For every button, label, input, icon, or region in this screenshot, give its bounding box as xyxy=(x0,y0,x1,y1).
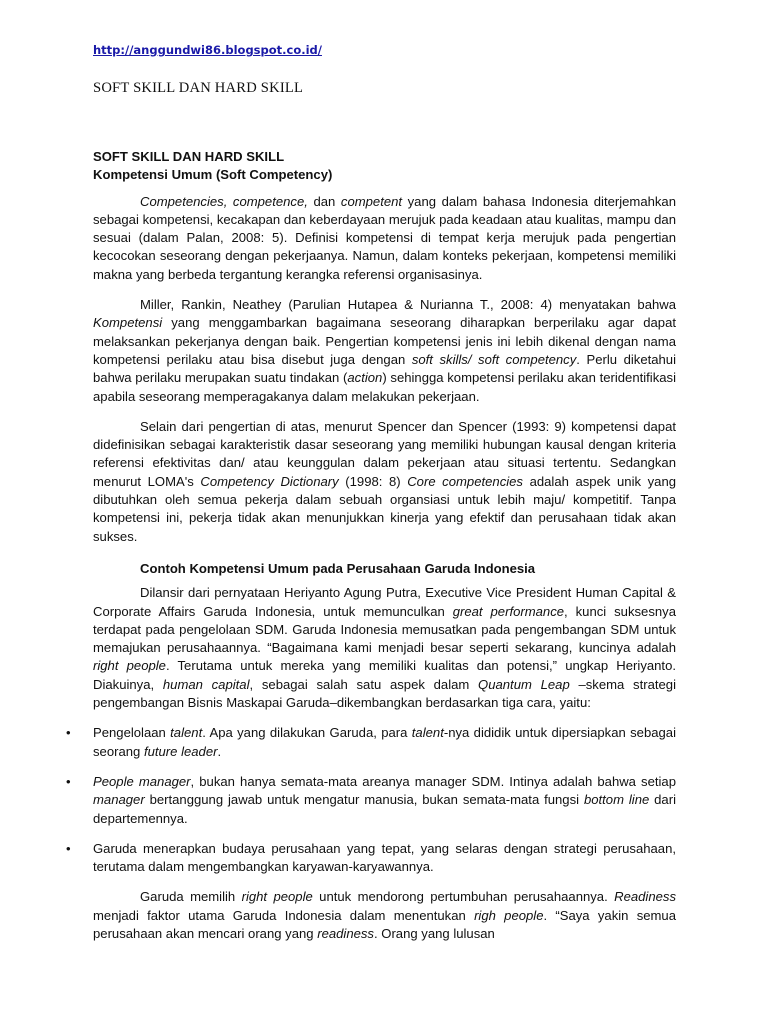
italic-text-run: Core competencies xyxy=(407,473,523,489)
text-run: Garuda menerapkan budaya perusahaan yang tepat, yang selaras dengan strategi perusahaan, terutama dalam mengembangkan karyawan-karyawannya. xyxy=(93,840,676,875)
italic-text-run: talent xyxy=(170,725,203,741)
bullet-item xyxy=(66,773,676,828)
italic-text-run: Readiness xyxy=(614,889,676,905)
text-run: . xyxy=(217,743,222,759)
italic-text-run: right people xyxy=(93,658,166,674)
italic-text-run: future leader xyxy=(143,743,218,759)
italic-text-run: Competencies, competence, xyxy=(140,193,308,209)
paragraph-5 xyxy=(93,888,676,943)
italic-text-run: manager xyxy=(93,792,145,808)
text-run: yang menggambarkan bagaimana seseorang diharapkan berperilaku agar dapat melaksankan pekerjanya dengan baik. Pengertian kompetensi jenis ini lebih dikenal dengan nama kompetensi perilaku atau bisa disebut juga dengan xyxy=(93,315,676,367)
text-run: , kunci suksesnya terdapat pada pengelolaan SDM. Garuda Indonesia memusatkan pada pengembangan SDM untuk memajukan perusahaannya. “Bagaimana kami menjadi besar seperti sekarang, kuncinya adalah xyxy=(93,603,676,656)
bullet-text xyxy=(93,841,676,874)
text-run: . “Saya yakin semua perusahaan akan mencari orang yang xyxy=(93,907,676,941)
text-run: adalah aspek unik yang dibutuhkan oleh semua pekerja dalam sebuah organsiasi untuk lebih maju/ kompetitif. Tanpa kompetensi ini, pekerja tidak akan menunjukkan kinerja yang efektif dan perusahaan tidak akan sukses. xyxy=(93,473,677,544)
italic-text-run: Competency Dictionary xyxy=(200,473,339,489)
text-run: -nya dididik untuk dipersiapkan sebagai seorang xyxy=(93,725,676,759)
text-run: ) sehingga kompetensi perilaku akan teridentifikasi apabila seseorang memperagakanya dalam melakukan pekerjaan. xyxy=(93,370,676,404)
bullet-icon: • xyxy=(66,725,71,741)
text-run: , bukan hanya semata-mata areanya manager SDM. Intinya adalah bahwa setiap xyxy=(190,773,676,789)
text-run: . Apa yang dilakukan Garuda, para xyxy=(202,725,412,741)
bullet-icon: • xyxy=(66,773,71,789)
paragraph-2 xyxy=(93,296,676,406)
bullet-text xyxy=(93,774,676,826)
text-run: yang dalam bahasa Indonesia diterjemahkan sebagai kompetensi, kecakapan dan keberdayaan merujuk pada keadaan atau kualitas, mampu dan sesuai (dalam Palan, 2008: 5). Definisi kompetensi di tempat kerja merujuk pada pengertian kecocokan seseorang dengan pekerjaanya. Namun, dalam konteks pekerjaan, kompetensi memiliki makna yang berbeda tergantung kerangka referensi organisasinya. xyxy=(93,193,676,282)
text-run: bertanggung jawab untuk mengatur manusia, bukan semata-mata fungsi xyxy=(144,792,584,808)
text-run: . Terutama untuk mereka yang memiliki kualitas dan potensi,” ungkap Heriyanto. Diakuinya, xyxy=(93,658,676,692)
bullet-icon: • xyxy=(66,840,71,856)
text-run: untuk mendorong pertumbuhan perusahaannya. xyxy=(312,889,615,905)
paragraph-3 xyxy=(93,418,676,546)
italic-text-run: People manager xyxy=(93,773,191,789)
italic-text-run: talent xyxy=(411,725,444,741)
italic-text-run: great performance xyxy=(452,603,565,619)
text-run: Garuda memilih xyxy=(140,889,242,905)
blog-url-link[interactable]: http://anggundwi86.blogspot.co.id/ xyxy=(93,43,322,57)
text-run: , sebagai salah satu aspek dalam xyxy=(249,676,479,692)
italic-text-run: human capital xyxy=(162,676,250,692)
article-heading: SOFT SKILL DAN HARD SKILL xyxy=(93,149,285,164)
italic-text-run: competent xyxy=(340,193,403,209)
bullet-item xyxy=(66,840,676,877)
italic-text-run: righ people xyxy=(474,907,544,923)
text-run: –skema strategi pengembangan Bisnis Maskapai Garuda–dikembangkan berdasarkan tiga cara, yaitu: xyxy=(93,676,676,711)
paragraph-1 xyxy=(93,193,676,284)
text-run: Dilansir dari pernyataan Heriyanto Agung Putra, Executive Vice President Human Capital & Corporate Affairs Garuda Indonesia, untuk memunculkan xyxy=(93,585,676,619)
bullet-text xyxy=(93,725,676,758)
italic-text-run: readiness xyxy=(317,925,374,941)
italic-text-run: Quantum Leap xyxy=(478,676,570,692)
italic-text-run: action xyxy=(347,370,383,386)
bullet-item xyxy=(66,724,676,761)
text-run: Pengelolaan xyxy=(93,725,171,741)
section-heading: Contoh Kompetensi Umum pada Perusahaan Garuda Indonesia xyxy=(140,560,536,576)
text-run: menjadi faktor utama Garuda Indonesia dalam menentukan xyxy=(93,907,475,923)
italic-text-run: bottom line xyxy=(583,792,650,808)
document-title: SOFT SKILL DAN HARD SKILL xyxy=(93,80,304,96)
italic-text-run: soft skills/ soft competency xyxy=(411,351,577,367)
text-run: Miller, Rankin, Neathey (Parulian Hutapea & Nurianna T., 2008: 4) menyatakan bahwa xyxy=(140,297,676,313)
italic-text-run: Kompetensi xyxy=(93,315,163,331)
text-run: (1998: 8) xyxy=(338,473,408,489)
paragraph-4 xyxy=(93,584,676,712)
italic-text-run: right people xyxy=(241,889,313,905)
article-subheading: Kompetensi Umum (Soft Competency) xyxy=(93,167,333,183)
text-run: Selain dari pengertian di atas, menurut Spencer dan Spencer (1993: 9) kompetensi dapat didefinisikan sebagai karakteristik dasar seseorang yang memiliki hubungan kausal dengan kriteria referensi efektivitas dan/ atau keunggulan dalam pekerjaan atau situasi tertentu. Sedangkan menurut LOMA's xyxy=(93,418,676,489)
text-run: dan xyxy=(307,193,341,209)
text-run: dari departemennya. xyxy=(93,792,676,826)
text-run: . Perlu diketahui bahwa perilaku merupakan suatu tindakan ( xyxy=(93,351,676,386)
article-body xyxy=(66,148,677,943)
text-run: . Orang yang lulusan xyxy=(373,925,495,941)
